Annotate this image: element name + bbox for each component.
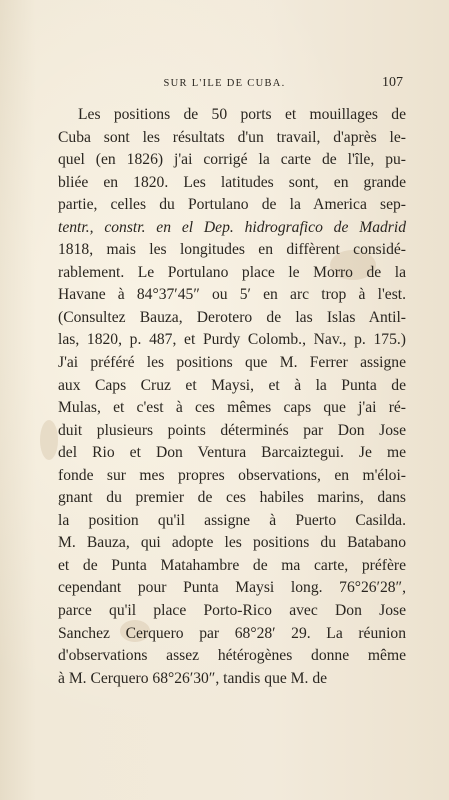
paper-stain [40,420,58,460]
text-line: cependant pour Punta Maysi long. 76°26′28″, [58,579,406,597]
text-line: fonde sur mes propres observations, en m'éloi- [58,466,406,484]
text-line: rablement. Le Portulano place le Morro de la [58,263,406,281]
text-line: la position qu'il assigne à Puerto Casilda. [58,511,406,529]
text-line: d'observations assez hétérogènes donne même [58,647,406,665]
text-line: gnant du premier de ces habiles marins, dans [58,489,406,507]
text-line: del Rio et Don Ventura Barcaiztegui. Je me [58,444,406,462]
text-line: Havane à 84°37′45″ ou 5′ en arc trop à l'est. [58,286,406,304]
text-line: (Consultez Bauza, Derotero de las Islas Antil- [58,308,406,326]
text-line: las, 1820, p. 487, et Purdy Colomb., Nav., p. 175.) [58,331,406,349]
text-line: à M. Cerquero 68°26′30″, tandis que M. de [58,669,328,687]
text-line: partie, celles du Portulano de la America sep- [58,196,406,214]
text-line: Cuba sont les résultats d'un travail, d'après le- [58,128,406,146]
text-line: 1818, mais les longitudes en diffèrent considé- [58,241,406,259]
body-paragraph [58,104,406,690]
text-line: bliée en 1820. Les latitudes sont, en grande [58,173,406,191]
text-line: J'ai préféré les positions que M. Ferrer assigne [58,354,406,372]
text-line: Mulas, et c'est à ces mêmes caps que j'ai ré- [58,399,406,417]
running-head [0,76,449,92]
text-line: duit plusieurs points déterminés par Don Jose [58,421,406,439]
text-line: tentr., constr. en el Dep. hidrografico de Madrid [58,218,406,236]
text-line: et de Punta Matahambre de ma carte, préfère [58,556,406,574]
text-line: Les positions de 50 ports et mouillages de [78,106,406,123]
page-number: 107 [382,75,403,90]
text-line: Sanchez Cerquero par 68°28′ 29. La réunion [58,624,406,642]
text-line: aux Caps Cruz et Maysi, et à la Punta de [58,376,406,394]
text-line: quel (en 1826) j'ai corrigé la carte de l'île, pu- [58,151,406,169]
running-head-title: SUR L'ILE DE CUBA. [163,78,286,89]
text-line: M. Bauza, qui adopte les positions du Batabano [58,534,406,552]
text-line: parce qu'il place Porto-Rico avec Don Jose [58,602,406,620]
